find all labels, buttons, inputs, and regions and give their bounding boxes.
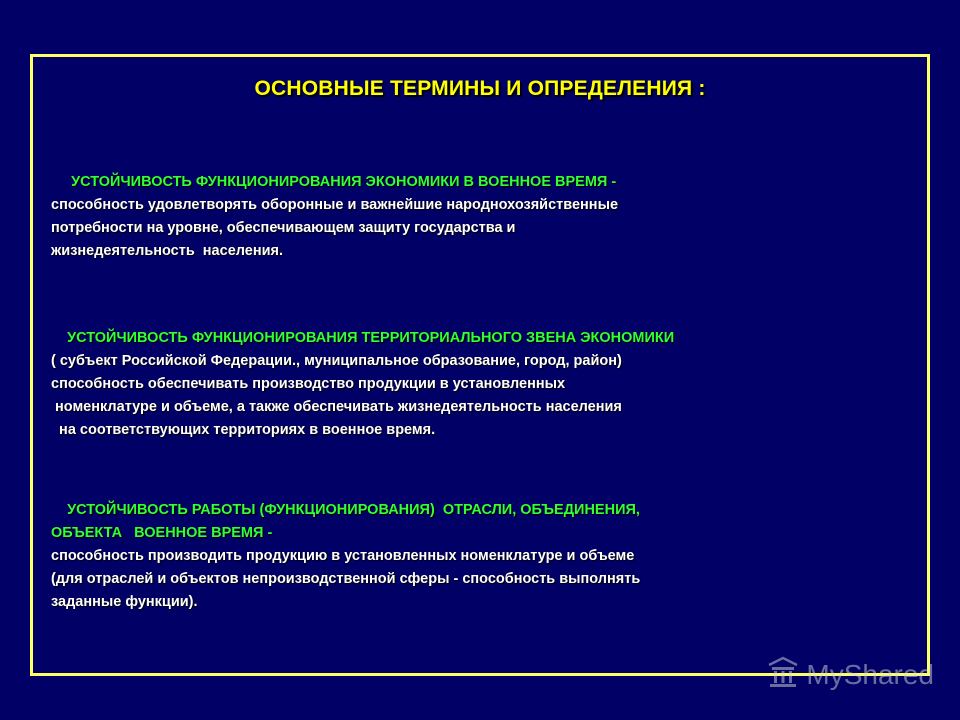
definition-heading: ОБЪЕКТА ВОЕННОЕ ВРЕМЯ -	[51, 525, 273, 541]
myshared-logo-icon	[766, 655, 800, 694]
definition-heading: УСТОЙЧИВОСТЬ РАБОТЫ (ФУНКЦИОНИРОВАНИЯ) ОТРАСЛИ, ОБЪЕДИНЕНИЯ,	[51, 502, 640, 518]
definition-section-industry	[51, 499, 907, 614]
definition-heading: УСТОЙЧИВОСТЬ ФУНКЦИОНИРОВАНИЯ ТЕРРИТОРИАЛЬНОГО ЗВЕНА ЭКОНОМИКИ	[51, 330, 675, 346]
slide-title: ОСНОВНЫЕ ТЕРМИНЫ И ОПРЕДЕЛЕНИЯ :	[254, 77, 706, 100]
definition-section-economy	[51, 171, 907, 263]
definition-text-line: потребности на уровне, обеспечивающем защиту государства и	[51, 220, 516, 236]
definition-text-line: жизнедеятельность населения.	[51, 243, 283, 259]
slide-frame	[30, 54, 930, 676]
definition-text-line: способность удовлетворять оборонные и важнейшие народнохозяйственные	[51, 197, 619, 213]
definition-text-line: способность обеспечивать производство продукции в установленных	[51, 376, 566, 392]
definition-text-line: на соответствующих территориях в военное время.	[51, 422, 436, 438]
watermark	[766, 655, 934, 694]
definition-heading: УСТОЙЧИВОСТЬ ФУНКЦИОНИРОВАНИЯ ЭКОНОМИКИ В ВОЕННОЕ ВРЕМЯ -	[51, 174, 617, 190]
definition-text-line: ( субъект Российской Федерации., муниципальное образование, город, район)	[51, 353, 622, 369]
definition-text-line: способность производить продукцию в установленных номенклатуре и объеме	[51, 548, 635, 564]
definition-section-territorial	[51, 327, 907, 442]
watermark-text: MyShared	[806, 658, 934, 690]
definition-text-line: номенклатуре и объеме, а также обеспечивать жизнедеятельность населения	[51, 399, 622, 415]
definition-text-line: (для отраслей и объектов непроизводственной сферы - способность выполнять	[51, 571, 641, 587]
definition-text-line: заданные функции).	[51, 594, 198, 610]
